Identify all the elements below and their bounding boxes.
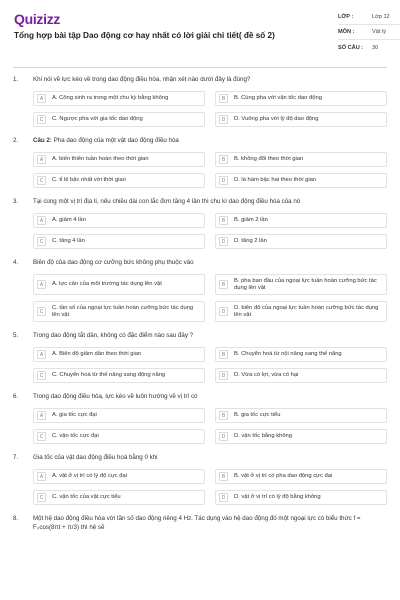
answer-option-d[interactable]	[215, 368, 387, 383]
answer-options	[33, 152, 387, 188]
question-header	[13, 393, 387, 408]
question-item	[13, 198, 387, 249]
option-text: A. vật ở vị trí có lý độ cực đại	[52, 473, 128, 479]
answer-option-b[interactable]	[215, 347, 387, 362]
question-item	[13, 332, 387, 383]
answer-option-b[interactable]	[215, 213, 387, 228]
meta-label: MÔN :	[338, 29, 355, 35]
worksheet-meta	[338, 10, 400, 55]
option-text: A. biến thiên tuần hoàn theo thời gian	[52, 156, 149, 162]
question-text	[33, 393, 387, 408]
option-text: B. vật ở vị trí có pha dao động cực đại	[234, 473, 333, 479]
answer-options	[33, 91, 387, 127]
question-number: 2.	[13, 137, 19, 144]
option-letter-box: A	[37, 94, 46, 103]
quizizz-logo: Quizizz	[14, 11, 61, 27]
meta-row	[338, 10, 400, 25]
option-letter-box: D	[219, 176, 228, 185]
option-letter-box: B	[219, 155, 228, 164]
question-header	[13, 76, 387, 91]
question-text	[33, 332, 387, 347]
question-body: Pha dao động của một vật dao động điều hòa	[51, 137, 179, 144]
option-text: A. lực cản của môi trường tác dụng lên vật	[52, 281, 162, 287]
question-header	[13, 454, 387, 469]
option-letter-box: A	[37, 216, 46, 225]
option-text: D. là hàm bậc hai theo thời gian	[234, 177, 317, 183]
option-letter-box: B	[219, 472, 228, 481]
option-text: A. Biên độ giảm dần theo thời gian	[52, 351, 142, 357]
question-number: 7.	[13, 454, 19, 461]
option-text: B. gia tốc cực tiểu	[234, 412, 281, 418]
option-text: A. Công sinh ra trong một chu kỳ bằng không	[52, 95, 169, 101]
option-letter-box: D	[219, 432, 228, 441]
question-item	[13, 76, 387, 127]
question-body: Một hệ dao động điều hòa với tần số dao động riêng 4 Hz. Tác dụng vào hệ dao động đó một ngoại lực có biểu thức f = F₀cos(8πt + π/3) thì hệ sẽ	[33, 515, 361, 531]
question-text	[33, 198, 387, 213]
meta-label: SỐ CÂU :	[338, 44, 364, 51]
answer-option-d[interactable]	[215, 429, 387, 444]
option-text: C. Ngược pha với gia tốc dao động	[52, 116, 143, 122]
answer-options	[33, 408, 387, 444]
answer-option-c[interactable]	[33, 112, 205, 127]
option-text: B. Cùng pha với vận tốc dao động	[234, 95, 322, 101]
option-text: B. Chuyển hoá từ nội năng sang thế năng	[234, 351, 342, 357]
answer-option-a[interactable]	[33, 347, 205, 362]
question-header	[13, 259, 387, 274]
question-text	[33, 137, 387, 152]
answer-option-b[interactable]	[215, 274, 387, 295]
meta-value: 30	[372, 44, 379, 51]
question-text	[33, 259, 387, 274]
option-letter-box: A	[37, 411, 46, 420]
option-text: C. tần số của ngoại lực tuần hoàn cưỡng bức tác dụng lên vật	[52, 304, 194, 318]
question-body: Khi nói về lực kéo về trong dao động điều hòa, nhận xét nào dưới đây là đúng?	[33, 76, 251, 83]
option-text: D. Vừa có lợi, vừa có hại	[234, 372, 299, 378]
question-item	[13, 259, 387, 322]
answer-option-b[interactable]	[215, 91, 387, 106]
option-letter-box: D	[219, 307, 228, 316]
answer-option-d[interactable]	[215, 112, 387, 127]
option-text: D. Vuông pha với lý độ dao động	[234, 116, 319, 122]
answer-option-d[interactable]	[215, 301, 387, 322]
meta-label: LỚP :	[338, 14, 354, 20]
question-number: 4.	[13, 259, 19, 266]
answer-option-b[interactable]	[215, 152, 387, 167]
worksheet-title: Tổng hợp bài tập Dao động cơ hay nhất có lời giải chi tiết( đề số 2)	[14, 31, 275, 40]
question-text	[33, 454, 387, 469]
option-letter-box: B	[219, 350, 228, 359]
option-letter-box: B	[219, 94, 228, 103]
question-body: Biên độ của dao động cơ cưỡng bức không phụ thuộc vào	[33, 259, 194, 266]
answer-option-d[interactable]	[215, 490, 387, 505]
answer-option-b[interactable]	[215, 408, 387, 423]
question-header	[13, 198, 387, 213]
question-number: 6.	[13, 393, 19, 400]
option-letter-box: D	[219, 115, 228, 124]
answer-options	[33, 469, 387, 505]
option-letter-box: A	[37, 472, 46, 481]
question-item	[13, 137, 387, 188]
answer-option-c[interactable]	[33, 490, 205, 505]
answer-option-c[interactable]	[33, 173, 205, 188]
question-text	[33, 515, 387, 532]
answer-option-d[interactable]	[215, 234, 387, 249]
answer-option-a[interactable]	[33, 152, 205, 167]
option-text: B. pha ban đầu của ngoại lực tuần hoàn cưỡng bức tác dụng lên vật	[234, 277, 377, 291]
option-letter-box: B	[219, 216, 228, 225]
option-text: C. tăng 4 lần	[52, 238, 85, 244]
option-letter-box: C	[37, 307, 46, 316]
question-number: 8.	[13, 515, 19, 522]
question-number: 5.	[13, 332, 19, 339]
option-text: D. biên độ của ngoại lực tuần hoàn cưỡng bức tác dụng lên vật	[234, 304, 379, 318]
option-text: C. vận tốc của vật cực tiểu	[52, 494, 121, 500]
question-prefix: Câu 2:	[33, 137, 52, 144]
question-item	[13, 515, 387, 532]
option-text: D. vận tốc bằng không	[234, 433, 293, 439]
option-text: C. Chuyển hoá từ thế năng sang động năng	[52, 372, 166, 378]
question-text	[33, 76, 387, 91]
question-item	[13, 393, 387, 444]
option-letter-box: C	[37, 176, 46, 185]
meta-value: Vật lý	[372, 29, 386, 35]
option-letter-box: A	[37, 280, 46, 289]
question-header	[13, 515, 387, 532]
question-header	[13, 332, 387, 347]
question-number: 1.	[13, 76, 19, 83]
option-text: C. tỉ lệ bậc nhất với thời gian	[52, 177, 126, 183]
answer-option-a[interactable]	[33, 274, 205, 295]
answer-option-c[interactable]	[33, 368, 205, 383]
option-text: B. giảm 2 lần	[234, 217, 268, 223]
answer-option-c[interactable]	[33, 429, 205, 444]
question-body: Trong dao động tắt dần, không có đặc điểm nào sau đây ?	[33, 332, 194, 339]
question-item	[13, 454, 387, 505]
answer-option-c[interactable]	[33, 234, 205, 249]
meta-row	[338, 25, 400, 40]
question-header	[13, 137, 387, 152]
option-letter-box: D	[219, 371, 228, 380]
answer-option-a[interactable]	[33, 91, 205, 106]
option-letter-box: A	[37, 350, 46, 359]
option-text: A. gia tốc cực đại	[52, 412, 97, 418]
answer-option-b[interactable]	[215, 469, 387, 484]
answer-options	[33, 347, 387, 383]
answer-option-c[interactable]	[33, 301, 205, 322]
question-body: Trong dao động điều hòa, lực kéo về luôn hướng về vị trí có	[33, 393, 198, 400]
answer-options	[33, 274, 387, 322]
option-letter-box: B	[219, 280, 228, 289]
option-text: B. không đổi theo thời gian	[234, 156, 304, 162]
option-letter-box: D	[219, 237, 228, 246]
option-letter-box: C	[37, 432, 46, 441]
question-body: Gia tốc của vật dao động điều hoà bằng 0 khi	[33, 454, 158, 461]
option-letter-box: C	[37, 493, 46, 502]
option-letter-box: D	[219, 493, 228, 502]
option-text: D. vật ở vị trí có lý độ bằng không	[234, 494, 321, 500]
answer-option-a[interactable]	[33, 408, 205, 423]
option-letter-box: C	[37, 371, 46, 380]
option-letter-box: C	[37, 115, 46, 124]
option-letter-box: B	[219, 411, 228, 420]
option-text: C. vận tốc cực đại	[52, 433, 99, 439]
answer-option-a[interactable]	[33, 469, 205, 484]
option-text: D. tăng 2 lần	[234, 238, 267, 244]
question-body: Tại cùng một vị trí địa lí, nếu chiều dài con lắc đơn tăng 4 lần thì chu kì dao động điều hòa của nó	[33, 198, 301, 205]
worksheet-header	[13, 0, 390, 68]
question-list	[13, 76, 387, 542]
option-letter-box: A	[37, 155, 46, 164]
answer-option-d[interactable]	[215, 173, 387, 188]
answer-option-a[interactable]	[33, 213, 205, 228]
option-letter-box: C	[37, 237, 46, 246]
meta-row	[338, 40, 400, 55]
meta-value: Lớp 12	[372, 14, 390, 20]
question-number: 3.	[13, 198, 19, 205]
answer-options	[33, 213, 387, 249]
option-text: A. giảm 4 lần	[52, 217, 86, 223]
